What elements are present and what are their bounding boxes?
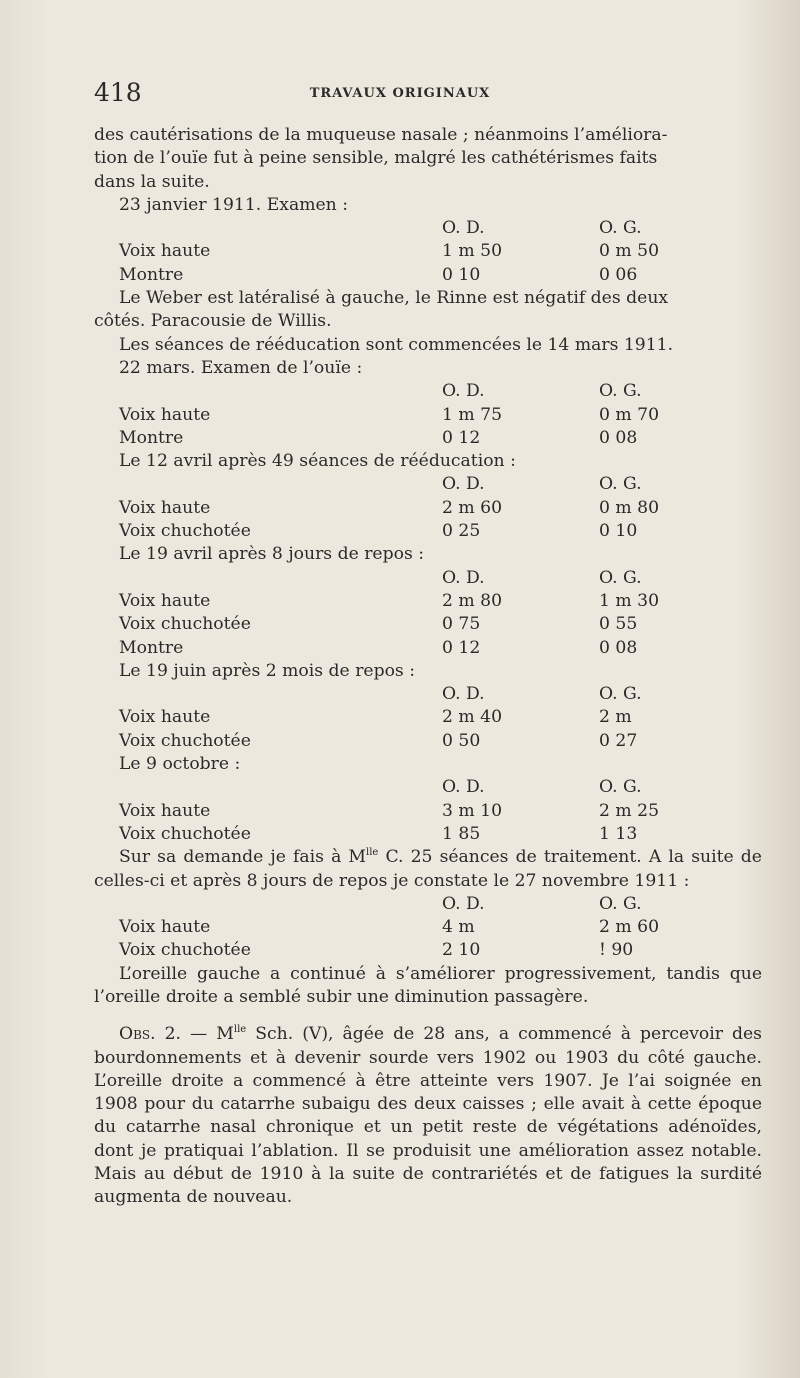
table-header: O. D. O. G. xyxy=(442,381,642,402)
paragraph-conclusion: L’oreille gauche a continué à s’améliorer progressivement, tandis que l’oreille droite a semblé subir une diminution passagère. xyxy=(94,963,762,1007)
page-body xyxy=(94,124,762,1210)
table-row: Voix haute 3 m 10 2 m 25 xyxy=(119,800,660,821)
paragraph-observation: Obs. 2. — $M^{lle}$ Sch. (V), âgée de 28 ans, a commencé à percevoir des bourdonnements et à devenir sourde vers 1902 ou 1903 du côté gauche. L’oreille droite a commencé à être atteinte vers 1907. Je l’ai soignée en 1908 pour du catarrhe subaigu des deux caisses ; elle avait à cette époque du catarrhe nasal chronique et un petit reste de végétations adénoïdes, dont je pratiquai l’ablation. Il se produisit une amélioration assez notable. Mais au début de 1910 à la suite de contrariétés et de fatigues la surdité augmenta de nouveau. xyxy=(94,1024,763,1208)
table-row: Voix haute 1 m 75 0 m 70 xyxy=(119,404,660,425)
page-header xyxy=(0,78,800,112)
table-header: O. D. O. G. xyxy=(442,567,642,588)
table-row: Voix haute 4 m 2 m 60 xyxy=(119,917,660,938)
table-header: O. D. O. G. xyxy=(442,474,642,495)
text-line: des cautérisations de la muqueuse nasale ; néanmoins l’améliora- xyxy=(94,125,668,145)
table-row: Voix haute 1 m 50 0 m 50 xyxy=(119,241,660,262)
table-row: Voix chuchotée 0 50 0 27 xyxy=(119,730,638,751)
table-header: O. D. O. G. xyxy=(442,893,642,914)
table-header: O. D. O. G. xyxy=(442,684,642,705)
table-row: Voix chuchotée 0 75 0 55 xyxy=(119,614,638,635)
table-row: Montre 0 12 0 08 xyxy=(119,427,638,448)
exam-title: Le 19 avril après 8 jours de repos : xyxy=(119,544,425,565)
text-line: dans la suite. xyxy=(94,171,210,192)
observation-label: Obs. 2. xyxy=(119,1024,182,1045)
exam-title: 22 mars. Examen de l’ouïe : xyxy=(119,357,363,378)
exam-title: Le 12 avril après 49 séances de rééducation : xyxy=(119,451,516,472)
table-header: O. D. O. G. xyxy=(442,218,642,239)
exam-title: Le 9 octobre : xyxy=(119,754,241,775)
text-line: côtés. Paracousie de Willis. xyxy=(94,311,332,332)
table-row: Montre 0 10 0 06 xyxy=(119,264,638,285)
table-row: Voix chuchotée 2 10 ! 90 xyxy=(119,940,634,961)
table-row: Voix haute 2 m 40 2 m xyxy=(119,707,632,728)
table-row: Voix haute 2 m 60 0 m 80 xyxy=(119,497,660,518)
text-line: Les séances de rééducation sont commencées le 14 mars 1911. xyxy=(119,334,674,355)
table-row: Voix chuchotée 1 85 1 13 xyxy=(119,823,638,844)
page-number: 418 xyxy=(94,78,142,107)
text-line: Le Weber est latéralisé à gauche, le Rinne est négatif des deux xyxy=(119,288,669,309)
table-row: Voix chuchotée 0 25 0 10 xyxy=(119,521,638,542)
table-row: Voix haute 2 m 80 1 m 30 xyxy=(119,590,660,611)
table-header: O. D. O. G. xyxy=(442,777,642,798)
exam-title: Le 19 juin après 2 mois de repos : xyxy=(119,660,416,681)
text-line: tion de l’ouïe fut à peine sensible, malgré les cathétérismes faits xyxy=(94,148,658,169)
exam-title: 23 janvier 1911. Examen : xyxy=(119,194,348,215)
table-row: Montre 0 12 0 08 xyxy=(119,637,638,658)
paragraph-demande: Sur sa demande je fais à $M^{lle}$ C. 25 séances de traitement. A la suite de celles-ci et après 8 jours de repos je constate le 27 novembre 1911 : xyxy=(94,847,762,891)
running-title: TRAVAUX ORIGINAUX xyxy=(309,86,491,101)
